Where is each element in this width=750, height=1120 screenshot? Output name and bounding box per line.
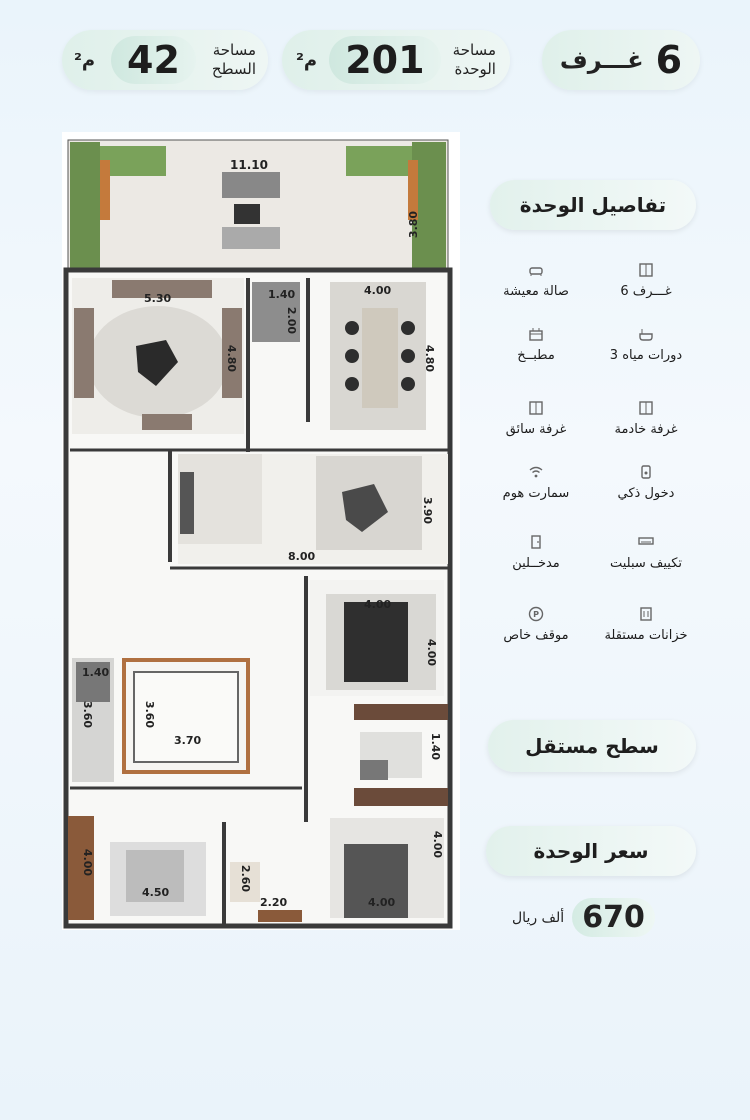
feature-driver-room (486, 400, 586, 437)
details-title: تفاصيل الوحدة (519, 193, 667, 217)
feature-maid-room (596, 400, 696, 437)
feature-parking (486, 606, 586, 643)
dim-label: 4.00 (425, 638, 439, 667)
dim-label: 2.60 (239, 864, 253, 893)
dim-label: 3.90 (421, 496, 435, 525)
bath-icon (638, 326, 654, 342)
roof-title: سطح مستقل (525, 734, 659, 758)
roof-area-label (212, 41, 256, 79)
floor-plan-drawing (62, 132, 460, 930)
feature-label: موقف خاص (503, 628, 569, 643)
parking-icon (528, 606, 544, 622)
roof-area-value-pill (111, 36, 196, 84)
dim-label: 3.80 (407, 210, 421, 239)
dim-label: 3.70 (174, 734, 202, 747)
unit-area-value: 201 (345, 38, 425, 82)
dim-label: 4.00 (368, 896, 396, 909)
unit-area-label (453, 41, 496, 79)
dim-label: 8.00 (288, 550, 316, 563)
dim-label: 1.40 (429, 732, 443, 761)
roof-pill (488, 720, 696, 772)
feature-tanks (596, 606, 696, 643)
unit-area-value-pill (329, 36, 440, 84)
kitchen-icon (528, 326, 544, 342)
roof-area-unit: م² (74, 49, 96, 71)
details-title-pill (490, 180, 696, 230)
feature-label: غرفة خادمة (614, 422, 678, 437)
feature-label: خزانات مستقلة (604, 628, 688, 643)
dim-label: 11.10 (230, 158, 268, 172)
feature-label: 6 غـــرف (620, 284, 672, 299)
rooms-label: غـــرف (559, 46, 644, 74)
svg-text:P: P (533, 610, 539, 619)
dim-label: 2.20 (260, 896, 288, 909)
roof-area-label-1: مساحة (212, 41, 256, 59)
dim-label: 1.40 (82, 666, 110, 679)
price-value: 670 (572, 898, 655, 937)
dim-label: 4.00 (81, 848, 95, 877)
feature-label: 3 دورات مياه (609, 348, 683, 363)
wifi-icon (528, 464, 544, 480)
unit-area-pill (282, 30, 510, 90)
dim-label: 3.60 (143, 700, 157, 729)
feature-living (486, 262, 586, 299)
roof-area-label-2: السطح (211, 60, 256, 78)
unit-area-label-1: مساحة (452, 41, 496, 59)
unit-area-unit: م² (296, 49, 318, 71)
price-row (512, 898, 655, 937)
dim-label: 4.80 (225, 344, 239, 373)
price-unit: ألف ريال (512, 909, 565, 926)
feature-label: غرفة سائق (505, 422, 567, 437)
feature-two-entrances (486, 534, 586, 571)
feature-smart-entry (596, 464, 696, 501)
feature-label: مدخــلين (512, 556, 560, 571)
unit-area-label-2: الوحدة (454, 60, 496, 78)
dim-label: 2.00 (285, 306, 299, 335)
rooms-pill (542, 30, 700, 90)
feature-label: سمارت هوم (502, 486, 570, 501)
dim-label: 4.50 (142, 886, 170, 899)
feature-label: تكييف سبليت (609, 556, 683, 571)
driver-room-icon (528, 400, 544, 416)
feature-label: صالة معيشة (503, 284, 569, 299)
feature-label: دخول ذكي (617, 486, 675, 501)
sofa-icon (528, 262, 544, 278)
price-title: سعر الوحدة (533, 839, 649, 863)
dim-label: 1.40 (268, 288, 296, 301)
dim-label: 4.00 (431, 830, 445, 859)
room-icon (638, 262, 654, 278)
ac-icon (633, 534, 659, 550)
price-title-pill (486, 826, 696, 876)
maid-room-icon (638, 400, 654, 416)
tank-icon (638, 606, 654, 622)
roof-area-pill (62, 30, 268, 90)
smart-lock-icon (638, 464, 654, 480)
feature-split-ac (596, 534, 696, 571)
feature-smart-home (486, 464, 586, 501)
feature-kitchen (486, 326, 586, 363)
feature-rooms (596, 262, 696, 299)
feature-baths (596, 326, 696, 363)
rooms-number: 6 (655, 38, 683, 82)
dim-label: 4.00 (364, 284, 392, 297)
dim-label: 4.00 (364, 598, 392, 611)
roof-area-value: 42 (127, 38, 180, 82)
feature-label: مطبــخ (517, 348, 555, 363)
door-icon (528, 534, 544, 550)
floor-plan (62, 132, 460, 930)
dim-label: 4.80 (423, 344, 437, 373)
dim-label: 5.30 (144, 292, 172, 305)
dim-label: 3.60 (81, 700, 95, 729)
